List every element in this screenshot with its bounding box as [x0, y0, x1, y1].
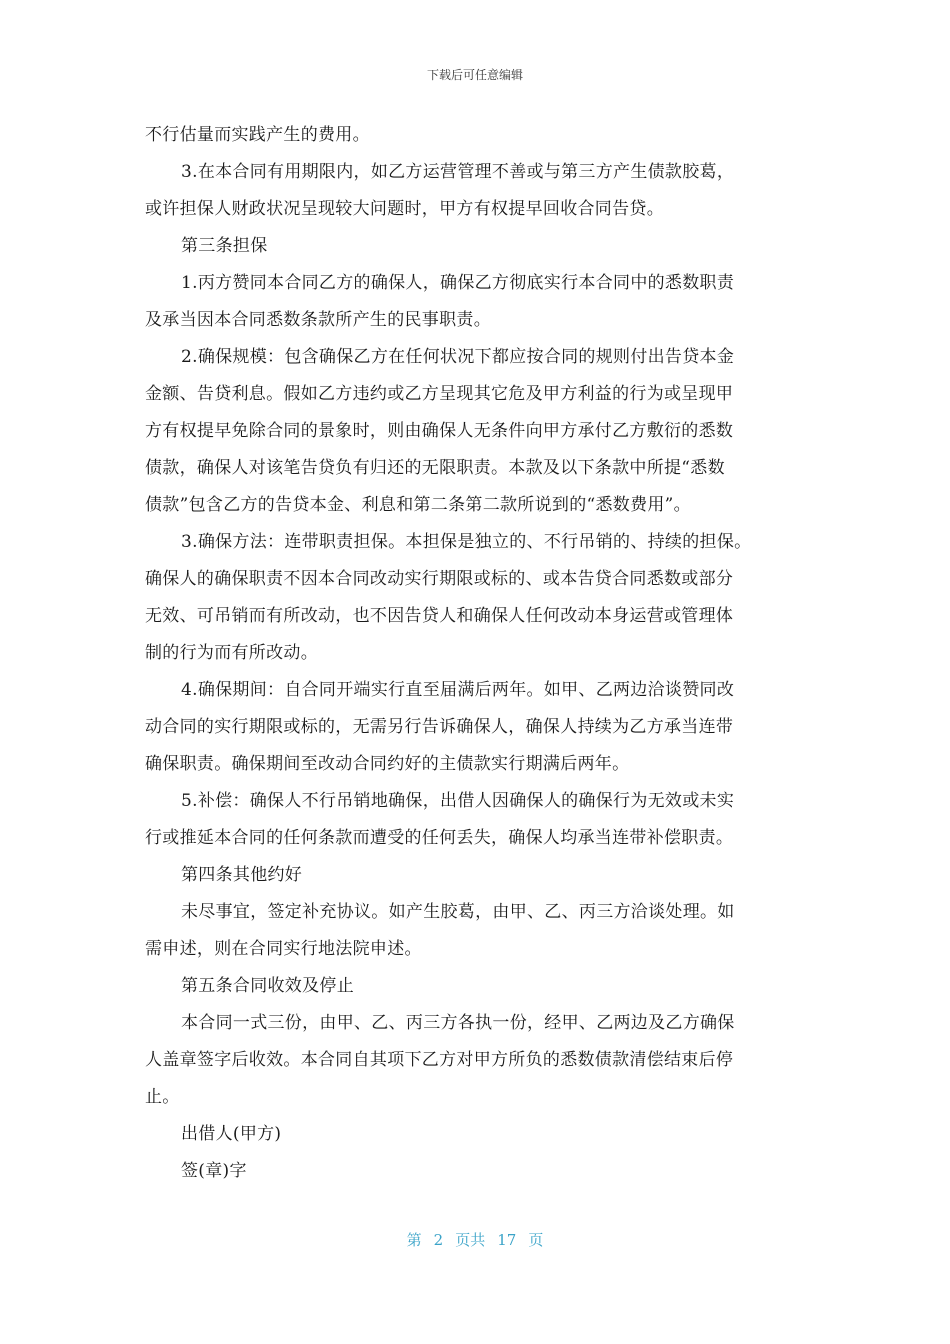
document-line: 及承当因本合同悉数条款所产生的民事职责。: [145, 310, 491, 330]
document-line: 签(章)字: [181, 1161, 247, 1181]
document-line: 无效、可吊销而有所改动，也不因告贷人和确保人任何改动本身运营或管理体: [145, 606, 734, 626]
document-line: 1.丙方赞同本合同乙方的确保人，确保乙方彻底实行本合同中的悉数职责: [181, 273, 735, 293]
document-line: 3.确保方法：连带职责担保。本担保是独立的、不行吊销的、持续的担保。: [181, 532, 752, 552]
document-line: 第三条担保: [181, 236, 268, 256]
document-body: [145, 117, 805, 1190]
document-line: 不行估量而实践产生的费用。: [145, 125, 370, 145]
document-line: 债款，确保人对该笔告贷负有归还的无限职责。本款及以下条款中所提“悉数: [145, 458, 725, 478]
document-line: 3.在本合同有用期限内，如乙方运营管理不善或与第三方产生债款胶葛，: [181, 162, 735, 182]
document-line: 需申述，则在合同实行地法院申述。: [145, 939, 422, 959]
document-line: 第五条合同收效及停止: [181, 976, 354, 996]
document-line: 金额、告贷利息。假如乙方违约或乙方呈现其它危及甲方利益的行为或呈现甲: [145, 384, 734, 404]
page-footer: [0, 1229, 950, 1250]
document-line: 制的行为而有所改动。: [145, 643, 318, 663]
document-line: 人盖章签字后收效。本合同自其项下乙方对甲方所负的悉数债款清偿结束后停: [145, 1050, 734, 1070]
document-line: 方有权提早免除合同的景象时，则由确保人无条件向甲方承付乙方敷衍的悉数: [145, 421, 734, 441]
footer-suffix: 页: [528, 1231, 544, 1249]
document-line: 2.确保规模：包含确保乙方在任何状况下都应按合同的规则付出告贷本金: [181, 347, 735, 367]
document-line: 未尽事宜，签定补充协议。如产生胶葛，由甲、乙、丙三方洽谈处理。如: [181, 902, 735, 922]
footer-middle: 页共: [455, 1231, 486, 1249]
document-line: 出借人(甲方): [181, 1124, 282, 1144]
document-line: 第四条其他约好: [181, 865, 303, 885]
footer-total-pages: 17: [497, 1231, 517, 1249]
document-line: 或许担保人财政状况呈现较大问题时，甲方有权提早回收合同告贷。: [145, 199, 664, 219]
document-line: 4.确保期间：自合同开端实行直至届满后两年。如甲、乙两边洽谈赞同改: [181, 680, 735, 700]
document-line: 确保职责。确保期间至改动合同约好的主债款实行期满后两年。: [145, 754, 630, 774]
document-line: 债款”包含乙方的告贷本金、利息和第二条第二款所说到的“悉数费用”。: [145, 495, 691, 515]
document-line: 行或推延本合同的任何条款而遭受的任何丢失，确保人均承当连带补偿职责。: [145, 828, 734, 848]
document-line: 确保人的确保职责不因本合同改动实行期限或标的、或本告贷合同悉数或部分: [145, 569, 734, 589]
document-line: 5.补偿：确保人不行吊销地确保，出借人因确保人的确保行为无效或未实: [181, 791, 735, 811]
document-line: 止。: [145, 1087, 180, 1107]
footer-current-page: 2: [433, 1231, 444, 1249]
document-line: 动合同的实行期限或标的，无需另行告诉确保人，确保人持续为乙方承当连带: [145, 717, 734, 737]
footer-prefix: 第: [406, 1231, 422, 1249]
page-header-note: 下载后可任意编辑: [426, 68, 523, 82]
document-line: 本合同一式三份，由甲、乙、丙三方各执一份，经甲、乙两边及乙方确保: [181, 1013, 735, 1033]
